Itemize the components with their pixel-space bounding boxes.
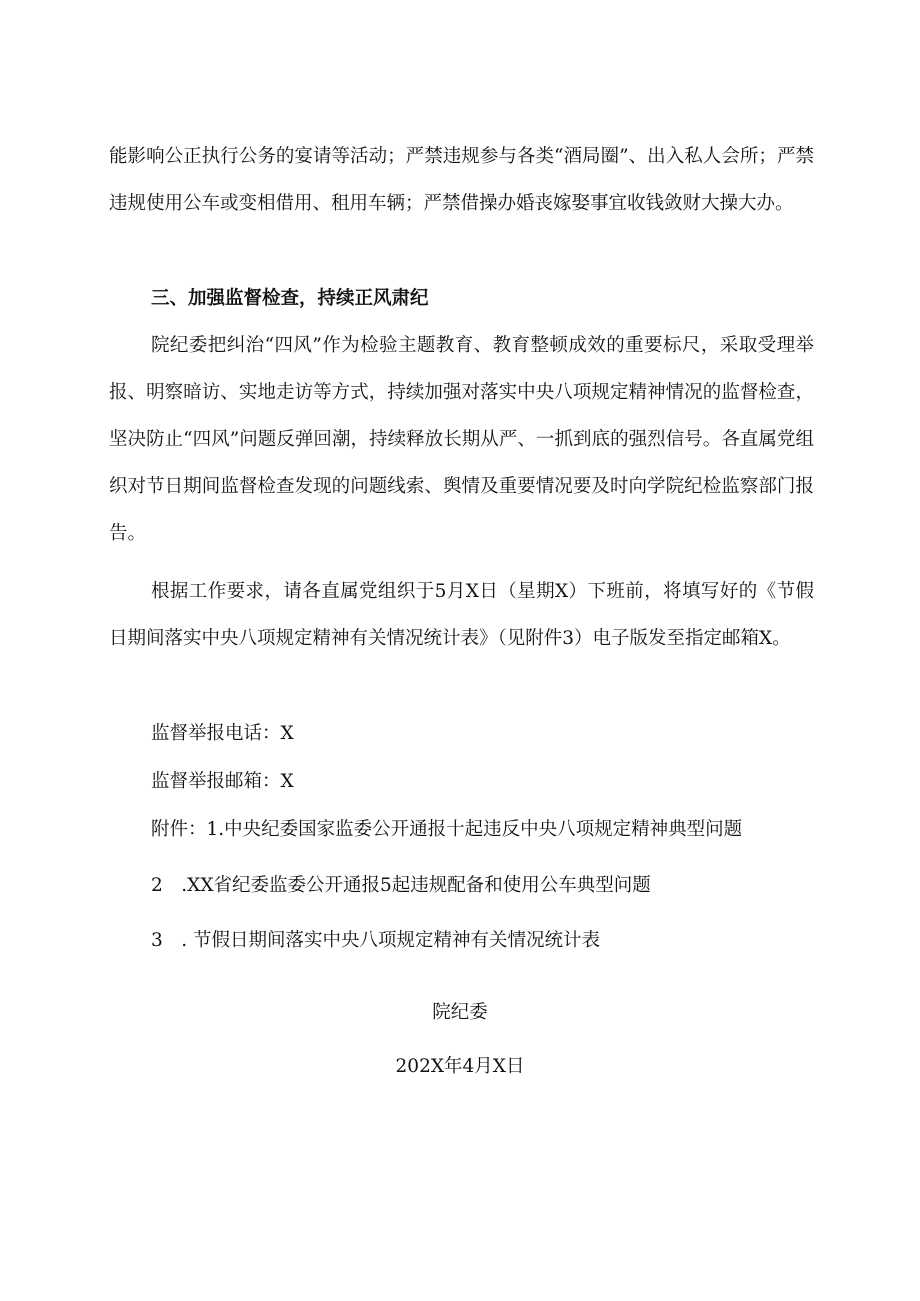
signature-date: 202X年4月X日 bbox=[395, 1056, 525, 1077]
report-email-line: 监督举报邮箱：X bbox=[151, 771, 294, 792]
supervision-paragraph: 院纪委把纠治“四风”作为检验主题教育、教育整顿成效的重要标尺，采取受理举报、明察暗访、实地走访等方式，持续加强对落实中央八项规定精神情况的监督检查，坚决防止“四风”问题反弹回潮，持续释放长期从严、一抓到底的强烈信号。各直属党组织对节日期间监督检查发现的问题线索、舆情及重要情况要及时向学院纪检监察部门报告。 bbox=[109, 335, 814, 544]
signature-organization: 院纪委 bbox=[432, 1002, 488, 1023]
continuation-paragraph: 能影响公正执行公务的宴请等活动；严禁违规参与各类“酒局圈”、出入私人会所；严禁违规使用公车或变相借用、租用车辆；严禁借操办婚丧嫁娶事宜收钱敛财大操大办。 bbox=[109, 146, 814, 214]
attachment-item-3: 3 . 节假日期间落实中央八项规定精神有关情况统计表 bbox=[151, 930, 601, 951]
report-phone-line: 监督举报电话：X bbox=[151, 723, 294, 744]
attachment-item-1: 附件：1.中央纪委国家监委公开通报十起违反中央八项规定精神典型问题 bbox=[151, 819, 743, 840]
section-heading: 三、加强监督检查，持续正风肃纪 bbox=[151, 288, 429, 309]
attachment-item-2: 2 .XX省纪委监委公开通报5起违规配备和使用公车典型问题 bbox=[151, 875, 651, 896]
requirement-paragraph: 根据工作要求，请各直属党组织于5月X日（星期X）下班前，将填写好的《节假日期间落实中央八项规定精神有关情况统计表》（见附件3）电子版发至指定邮箱X。 bbox=[109, 581, 814, 649]
